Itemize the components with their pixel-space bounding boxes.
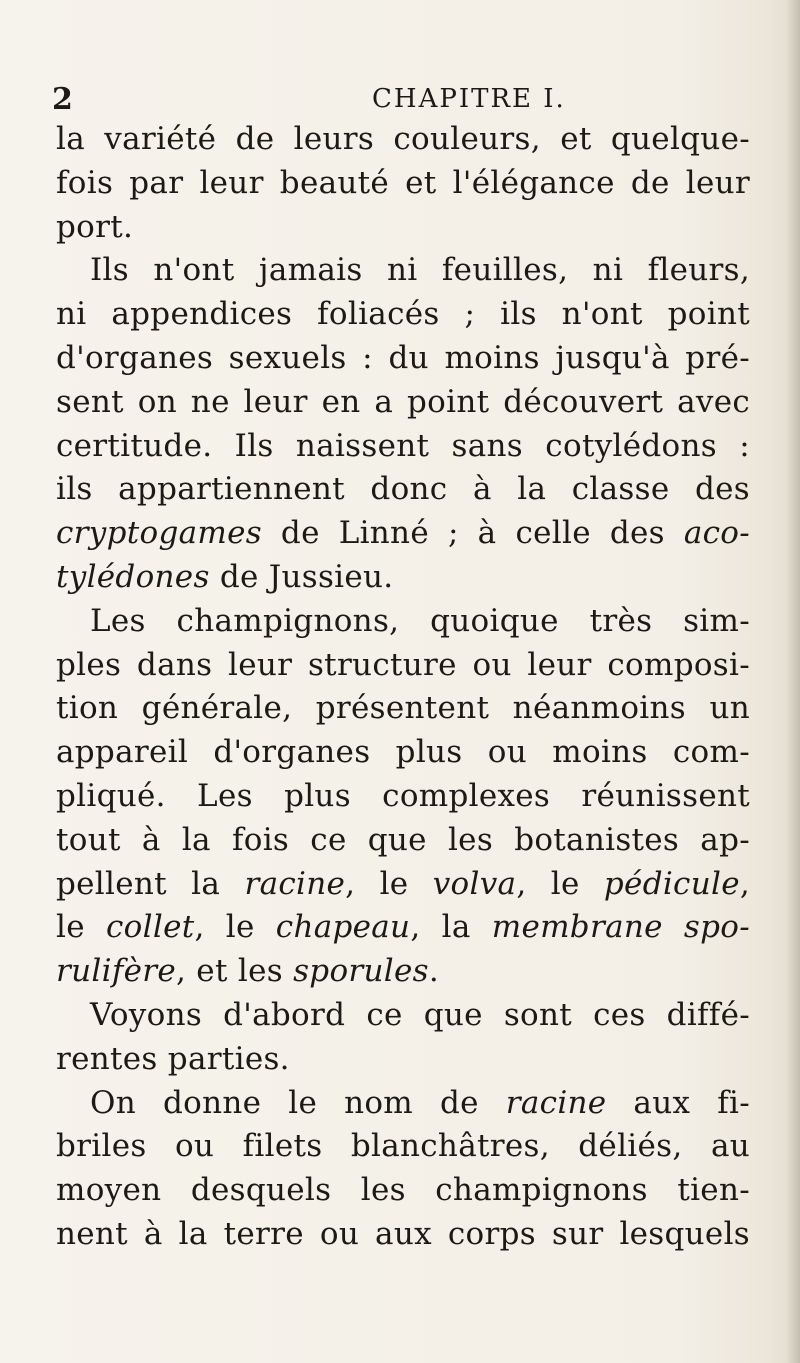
text-line: certitude. Ils naissent sans cotylédons : [56,427,750,464]
italic-term: cryptogames [56,515,262,552]
text-line: la variété de leurs couleurs, et quelque- [56,121,750,157]
text-line: briles ou filets blanchâtres, déliés, au [56,1128,750,1165]
italic-term: rulifère [56,953,176,990]
italic-term: membrane spo- [491,909,750,946]
italic-term: tylédones [56,558,210,595]
text-line: tout à la fois ce que les botanistes ap- [56,821,750,858]
text-line: Ils n'ont jamais ni feuilles, ni fleurs, [90,252,750,289]
running-head: CHAPITRE I. [372,84,566,114]
text-line: Les champignons, quoique très sim- [90,602,750,639]
text-line: le collet, le chapeau, la membrane spo- [56,909,750,946]
italic-term: volva [432,865,517,902]
page-header [52,82,752,122]
text-line: nent à la terre ou aux corps sur lesquels [56,1215,750,1252]
italic-term: aco- [683,515,750,552]
text-line: d'organes sexuels : du moins jusqu'à pré- [56,339,750,376]
text-line: sent on ne leur en a point découvert avec [56,383,750,420]
text-line: cryptogames de Linné ; à celle des aco- [56,515,750,552]
text-line: ils appartiennent donc à la classe des [56,471,750,508]
text-line: appareil d'organes plus ou moins com- [56,734,750,771]
text-line: pliqué. Les plus complexes réunissent [56,777,750,814]
italic-term: sporules [293,953,429,990]
text-line: pellent la racine, le volva, le pédicule, [56,865,750,902]
text-line: tylédones de Jussieu. [56,558,394,595]
italic-term: chapeau [275,909,411,946]
text-line: tion générale, présentent néanmoins un [56,690,750,727]
page-number: 2 [52,82,73,117]
text-line: rulifère, et les sporules. [56,953,440,990]
text-line: On donne le nom de racine aux fi- [90,1084,750,1121]
text-line: ples dans leur structure ou leur composi- [56,646,750,683]
page-edge-shadow [786,0,800,1363]
text-line: port. [56,208,134,245]
italic-term: pédicule [603,865,740,902]
italic-term: racine [505,1084,607,1121]
italic-term: collet [106,909,195,946]
body-text [56,118,750,1257]
text-line: Voyons d'abord ce que sont ces diffé- [90,996,750,1033]
text-line: moyen desquels les champignons tien- [56,1172,750,1209]
italic-term: racine [244,865,346,902]
text-line: fois par leur beauté et l'élégance de leur [56,164,750,201]
text-line: ni appendices foliacés ; ils n'ont point [56,296,750,333]
text-line: rentes parties. [56,1040,290,1077]
